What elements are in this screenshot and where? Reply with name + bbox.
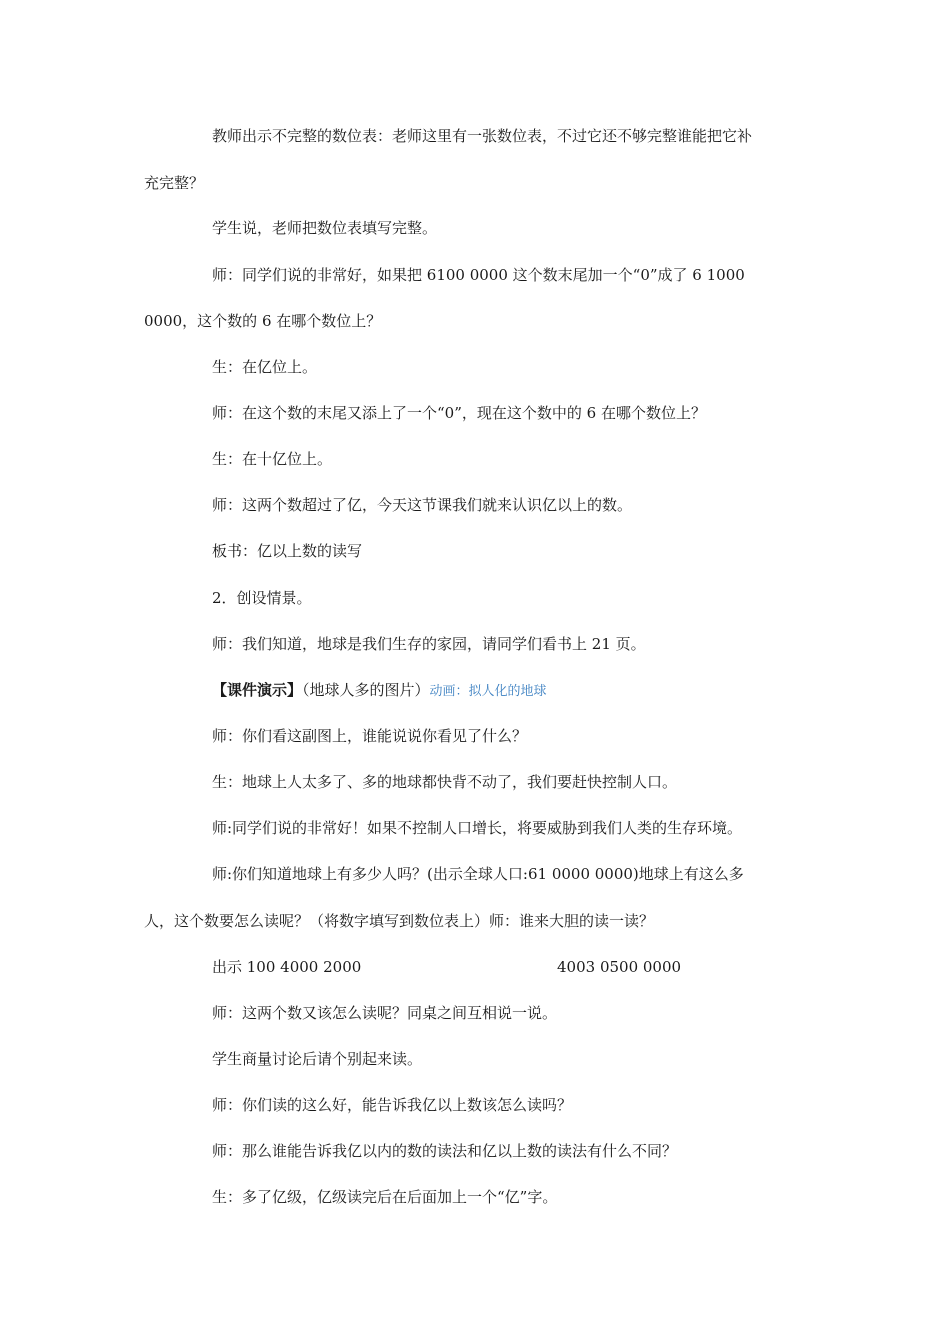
paragraph-show-numbers-left: 出示 100 4000 2000 (212, 958, 362, 976)
paragraph-student-shiyi: 生：在十亿位上。 (212, 450, 333, 468)
paragraph-students-fill: 学生说，老师把数位表填写完整。 (212, 219, 438, 237)
paragraph-teacher-6-line2: 0000，这个数的 6 在哪个数位上？ (144, 312, 382, 330)
paragraph-section-2: 2．创设情景。 (212, 589, 312, 607)
courseware-animation-note: 动画：拟人化的地球 (429, 684, 547, 699)
paragraph-teacher-zero: 师：在这个数的末尾又添上了一个“0”，现在这个数中的 6 在哪个数位上？ (212, 404, 706, 422)
paragraph-teacher-rule: 师：你们读的这么好，能告诉我亿以上数该怎么读吗？ (212, 1096, 573, 1114)
paragraph-show-numbers-right: 4003 0500 0000 (557, 958, 682, 976)
paragraph-student-answer: 生：多了亿级，亿级读完后在后面加上一个“亿”字。 (212, 1188, 558, 1206)
paragraph-teacher-difference: 师：那么谁能告诉我亿以内的数的读法和亿以上数的读法有什么不同？ (212, 1142, 678, 1160)
paragraph-teacher-how-read: 师：这两个数又该怎么读呢？同桌之间互相说一说。 (212, 1004, 558, 1022)
paragraph-teacher-earth: 师：我们知道，地球是我们生存的家园，请同学们看书上 21 页。 (212, 635, 646, 653)
paragraph-teacher-6-line1: 师：同学们说的非常好，如果把 6100 0000 这个数末尾加一个“0”成了 6 1000 (212, 266, 745, 284)
paragraph-student-population: 生：地球上人太多了、多的地球都快背不动了，我们要赶快控制人口。 (212, 773, 678, 791)
paragraph-board-title: 板书：亿以上数的读写 (212, 542, 363, 560)
paragraph-courseware (212, 680, 547, 702)
paragraph-intro-line2: 充完整？ (144, 174, 205, 192)
paragraph-teacher-topic: 师：这两个数超过了亿，今天这节课我们就来认识亿以上的数。 (212, 496, 633, 514)
paragraph-teacher-picture: 师：你们看这副图上，谁能说说你看见了什么？ (212, 727, 528, 745)
paragraph-teacher-population-line2: 人，这个数要怎么读呢？（将数字填写到数位表上）师：谁来大胆的读一读？ (144, 912, 655, 930)
paragraph-intro-line1: 教师出示不完整的数位表：老师这里有一张数位表，不过它还不够完整谁能把它补 (212, 127, 753, 145)
courseware-label: 【课件演示】 (212, 681, 303, 699)
paragraph-teacher-praise: 师:同学们说的非常好！如果不控制人口增长，将要威胁到我们人类的生存环境。 (212, 819, 743, 837)
paragraph-students-discuss: 学生商量讨论后请个别起来读。 (212, 1050, 423, 1068)
paragraph-teacher-population-line1: 师:你们知道地球上有多少人吗？(出示全球人口:61 0000 0000)地球上有这么多 (212, 865, 744, 883)
paragraph-student-yi: 生：在亿位上。 (212, 358, 318, 376)
courseware-text: （地球人多的图片） (302, 681, 430, 699)
